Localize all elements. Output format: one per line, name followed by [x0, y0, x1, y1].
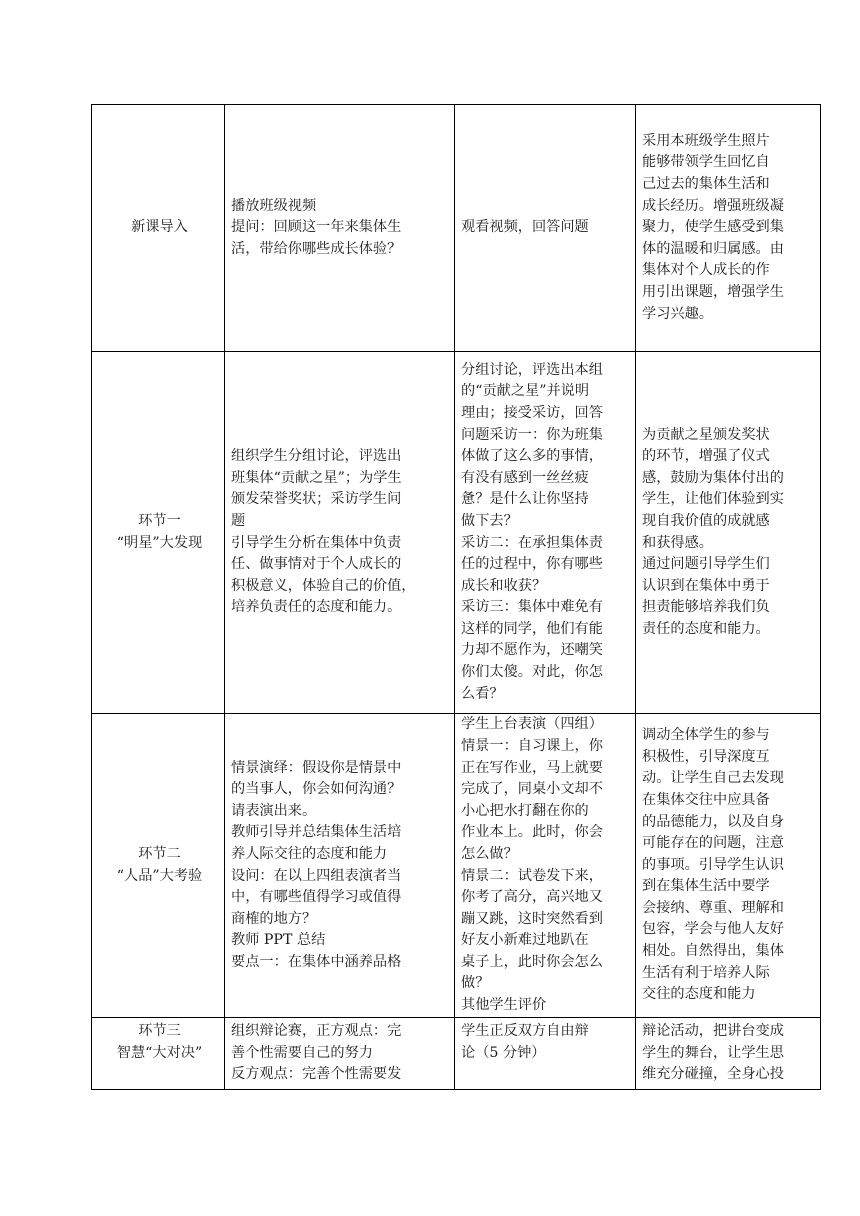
cell-text-line: 交往的态度和能力 [642, 986, 756, 1003]
cell-text-line: 这样的同学，他们有能 [461, 620, 603, 637]
cell-text-line: 到在集体生活中要学 [642, 878, 770, 895]
cell-text-line: 环节三 [138, 1023, 181, 1039]
design-intent-cell [636, 1018, 821, 1090]
cell-text-line: 学生，让他们体验到实 [642, 491, 784, 508]
student-activity-cell [455, 352, 636, 714]
cell-text-line: 环节一 [138, 512, 181, 529]
design-intent-cell [636, 105, 821, 352]
design-intent-cell [636, 352, 821, 714]
lesson-plan-body [92, 105, 821, 1090]
cell-text-line: 你们太傻。对此，你怎 [461, 664, 603, 681]
cell-text-line: 学生正反双方自由辩 [461, 1023, 589, 1039]
stage-cell [92, 352, 225, 714]
cell-text-line: 通过问题引导学生们 [642, 556, 770, 573]
cell-text-line: 感，鼓励为集体付出的 [642, 469, 784, 486]
cell-text-line: 作业本上。此时，你会 [461, 824, 603, 841]
teacher-activity-cell [225, 105, 455, 352]
cell-text-line: 的品德能力，以及自身 [642, 813, 784, 830]
cell-text-line: 学生上台表演（四组） [461, 716, 603, 733]
cell-text-line: 正在写作业，马上就要 [461, 759, 603, 776]
student-activity-cell [455, 105, 636, 352]
cell-text-line: 可能存在的问题，注意 [642, 835, 784, 852]
cell-text-line: 责任的态度和能力。 [642, 620, 770, 637]
cell-text-line: 桌子上，此时你会怎么 [461, 953, 603, 970]
cell-text-line: 蹦又跳，这时突然看到 [461, 910, 603, 927]
stage-cell [92, 1018, 225, 1090]
cell-text-line: 引导学生分析在集体中负责 [231, 534, 402, 551]
cell-text-line: 包容，学会与他人友好 [642, 921, 784, 938]
cell-text-line: 己过去的集体生活和 [642, 176, 770, 193]
cell-text-line: 能够带领学生回忆自 [642, 154, 770, 171]
cell-text-line: 教师引导并总结集体生活培 [231, 824, 402, 841]
cell-text-line: 积极意义，体验自己的价值， [231, 577, 416, 594]
cell-text-line: 学习兴趣。 [642, 305, 713, 322]
cell-text-line: 成长经历。增强班级凝 [642, 197, 784, 214]
cell-text-line: 其他学生评价 [461, 997, 547, 1014]
cell-text-line: 动。让学生自己去发现 [642, 770, 784, 787]
cell-text-line: 惫？是什么让你坚持 [461, 491, 589, 508]
cell-text-line: 智慧“大对决” [116, 1044, 203, 1061]
cell-text-line: 问题采访一：你为班集 [461, 426, 603, 443]
cell-text-line: 辩论活动，把讲台变成 [642, 1023, 784, 1039]
cell-text-line: 的环节，增强了仪式 [642, 448, 770, 465]
cell-text-line: 担责能够培养我们负 [642, 599, 770, 616]
cell-text-line: 要点一：在集体中涵养品格 [231, 953, 402, 970]
cell-text-line: 维充分碰撞，全身心投 [642, 1066, 784, 1083]
cell-text-line: 怎么做？ [461, 845, 518, 862]
cell-text-line: 论（5 分钟） [461, 1044, 546, 1061]
cell-text-line: 反方观点：完善个性需要发 [231, 1066, 402, 1083]
design-intent-cell [636, 714, 821, 1018]
teacher-activity-cell [225, 714, 455, 1018]
cell-text-line: 学生的舞台，让学生思 [642, 1044, 784, 1061]
teacher-activity-cell [225, 1018, 455, 1090]
cell-text-line: “人品”大考验 [116, 867, 203, 884]
cell-text-line: 采访三：集体中难免有 [461, 599, 603, 616]
cell-text-line: 新课导入 [131, 219, 188, 236]
cell-text-line: 组织辩论赛，正方观点：完 [231, 1023, 402, 1039]
cell-text-line: 集体对个人成长的作 [642, 262, 770, 279]
table-row [92, 105, 821, 352]
table-row [92, 352, 821, 714]
lesson-plan-table [91, 104, 821, 1090]
cell-text-line: 做？ [461, 975, 490, 992]
cell-text-line: 培养负责任的态度和能力。 [231, 599, 402, 616]
cell-text-line: “明星”大发现 [116, 534, 203, 551]
cell-text-line: 聚力，使学生感受到集 [642, 219, 784, 236]
cell-text-line: 么看？ [461, 685, 504, 702]
teacher-activity-cell [225, 352, 455, 714]
cell-text-line: 相处。自然得出，集体 [642, 943, 784, 960]
cell-text-line: 体的温暖和归属感。由 [642, 240, 784, 257]
cell-text-line: 组织学生分组讨论，评选出 [231, 448, 402, 465]
cell-text-line: 中，有哪些值得学习或值得 [231, 889, 402, 906]
cell-text-line: 善个性需要自己的努力 [231, 1044, 373, 1061]
student-activity-cell [455, 1018, 636, 1090]
cell-text-line: 和获得感。 [642, 534, 713, 551]
cell-text-line: 好友小新难过地趴在 [461, 932, 589, 949]
cell-text-line: 会接纳、尊重、理解和 [642, 899, 784, 916]
stage-cell [92, 105, 225, 352]
cell-text-line: 做下去？ [461, 512, 518, 529]
cell-text-line: 的“贡献之星”并说明 [461, 383, 590, 400]
cell-text-line: 用引出课题，增强学生 [642, 283, 784, 300]
cell-text-line: 任、做事情对于个人成长的 [231, 556, 402, 573]
cell-text-line: 养人际交往的态度和能力 [231, 845, 388, 862]
cell-text-line: 任的过程中，你有哪些 [461, 556, 603, 573]
cell-text-line: 情景一：自习课上，你 [461, 737, 603, 754]
cell-text-line: 题 [231, 512, 246, 529]
cell-text-line: 颁发荣誉奖状；采访学生问 [231, 491, 402, 508]
stage-cell [92, 714, 225, 1018]
cell-text-line: 教师 PPT 总结 [231, 932, 326, 949]
cell-text-line: 分组讨论，评选出本组 [461, 361, 603, 378]
cell-text-line: 设问：在以上四组表演者当 [231, 867, 402, 884]
cell-text-line: 有没有感到一丝丝疲 [461, 469, 589, 486]
cell-text-line: 的当事人，你会如何沟通？ [231, 781, 402, 798]
cell-text-line: 请表演出来。 [231, 802, 317, 819]
cell-text-line: 调动全体学生的参与 [642, 727, 770, 744]
cell-text-line: 情景二：试卷发下来， [461, 867, 603, 884]
cell-text-line: 现自我价值的成就感 [642, 512, 770, 529]
cell-text-line: 力却不愿作为，还嘲笑 [461, 642, 603, 659]
cell-text-line: 生活有利于培养人际 [642, 964, 770, 981]
cell-text-line: 播放班级视频 [231, 197, 317, 214]
cell-text-line: 理由；接受采访，回答 [461, 404, 603, 421]
cell-text-line: 采用本班级学生照片 [642, 132, 770, 149]
cell-text-line: 观看视频，回答问题 [461, 219, 589, 236]
cell-text-line: 为贡献之星颁发奖状 [642, 426, 770, 443]
cell-text-line: 活，带给你哪些成长体验？ [231, 240, 402, 257]
cell-text-line: 成长和收获？ [461, 577, 547, 594]
cell-text-line: 体做了这么多的事情， [461, 448, 603, 465]
cell-text-line: 积极性，引导深度互 [642, 748, 770, 765]
student-activity-cell [455, 714, 636, 1018]
cell-text-line: 认识到在集体中勇于 [642, 577, 770, 594]
cell-text-line: 你考了高分，高兴地又 [461, 889, 603, 906]
table-row [92, 1018, 821, 1090]
cell-text-line: 小心把水打翻在你的 [461, 802, 589, 819]
cell-text-line: 班集体“贡献之星”；为学生 [231, 469, 402, 486]
cell-text-line: 采访二：在承担集体责 [461, 534, 603, 551]
cell-text-line: 的事项。引导学生认识 [642, 856, 784, 873]
cell-text-line: 商榷的地方？ [231, 910, 317, 927]
cell-text-line: 环节二 [138, 845, 181, 862]
cell-text-line: 在集体交往中应具备 [642, 791, 770, 808]
cell-text-line: 情景演绎：假设你是情景中 [231, 759, 402, 776]
cell-text-line: 完成了，同桌小文却不 [461, 781, 603, 798]
table-row [92, 714, 821, 1018]
cell-text-line: 提问：回顾这一年来集体生 [231, 219, 402, 236]
